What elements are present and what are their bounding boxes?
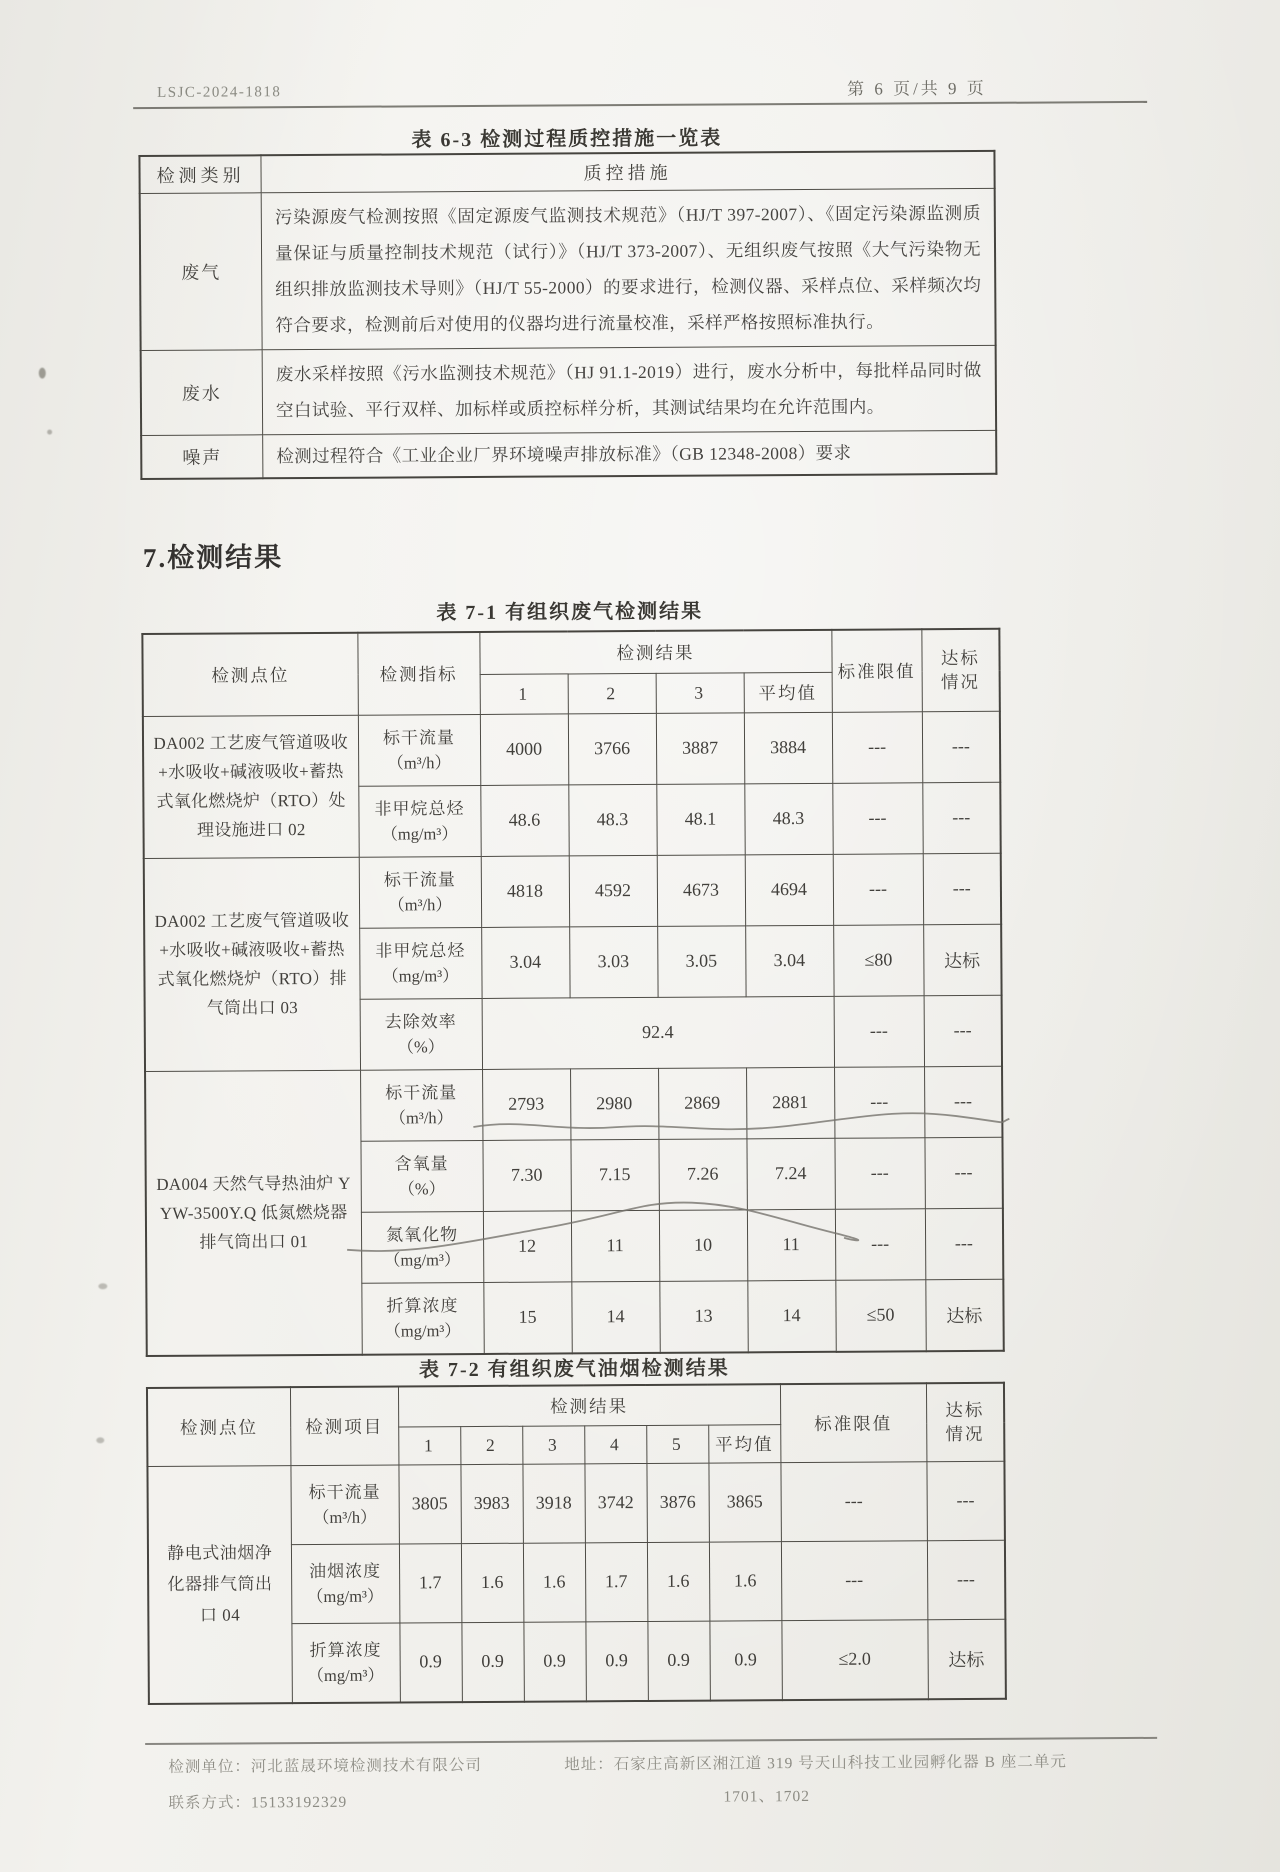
- result-value-cell: 1.6: [709, 1541, 781, 1620]
- indicator-cell: [360, 1069, 482, 1141]
- status-cell: ---: [923, 853, 1001, 924]
- status-cell: ---: [926, 1461, 1004, 1540]
- limit-cell: ---: [781, 1540, 927, 1620]
- result-value-cell: 2869: [658, 1067, 746, 1139]
- limit-cell: ---: [832, 711, 922, 783]
- address-line-1: 地址：石家庄高新区湘江道 319 号天山科技工业园孵化器 B 座二单元: [564, 1753, 1067, 1774]
- result-value-cell: 1.6: [461, 1543, 523, 1622]
- limit-cell: ---: [833, 853, 923, 925]
- status-header-label: 达标情况: [940, 648, 980, 693]
- status-cell: ---: [924, 995, 1002, 1066]
- table-row: [141, 430, 996, 479]
- result-value-cell: 1.6: [523, 1542, 585, 1621]
- result-value-cell: 4673: [657, 854, 745, 926]
- indicator-cell: [359, 856, 481, 928]
- indicator-unit: （m³/h）: [312, 1507, 377, 1527]
- result-value-cell: 3.04: [745, 925, 833, 997]
- monitoring-point-cell: DA002 工艺废气管道吸收+水吸收+碱液吸收+蓄热式氧化燃烧炉（RTO）处理设施进口 02: [143, 715, 359, 858]
- result-value-cell: 1.7: [585, 1542, 647, 1621]
- status-header: [926, 1383, 1004, 1461]
- indicator-unit: （%）: [398, 1178, 446, 1198]
- status-cell: ---: [922, 782, 1000, 853]
- indicator-cell: [361, 1211, 483, 1283]
- result-value-cell: 4592: [569, 855, 657, 927]
- point-header: 检测点位: [147, 1387, 290, 1466]
- qc-category-cell: 噪声: [141, 435, 263, 479]
- indicator-name: 非甲烷总烃: [374, 798, 465, 819]
- run-header: 3: [522, 1425, 584, 1463]
- status-cell: ---: [925, 1208, 1003, 1279]
- result-value-cell: 1.6: [647, 1542, 709, 1621]
- run-header: 3: [656, 672, 744, 713]
- header-divider: [133, 101, 1147, 109]
- run-header: 平均值: [744, 672, 832, 713]
- qc-measures-table: [138, 150, 997, 480]
- indicator-unit: （m³/h）: [388, 894, 452, 915]
- indicator-cell: [358, 714, 480, 786]
- run-header: 5: [646, 1425, 708, 1463]
- result-value-cell: 10: [659, 1209, 747, 1281]
- result-value-cell: 48.1: [656, 783, 744, 855]
- organized-exhaust-results-table: [141, 628, 1004, 1357]
- indicator-name: 氮氧化物: [385, 1224, 459, 1245]
- address-line-2: 1701、1702: [723, 1787, 811, 1806]
- result-value-cell: 0.9: [399, 1622, 461, 1702]
- result-value-cell: 0.9: [709, 1620, 781, 1700]
- result-value-cell: 3865: [708, 1462, 780, 1541]
- result-value-cell: 11: [747, 1209, 835, 1281]
- result-value-cell: 7.30: [482, 1139, 570, 1211]
- result-value-cell: 48.3: [568, 784, 656, 856]
- scan-speck: [47, 430, 52, 435]
- item-header: 检测项目: [290, 1386, 398, 1465]
- indicator-cell: [360, 1140, 482, 1212]
- run-header: 平均值: [708, 1424, 780, 1462]
- indicator-unit: （mg/m³）: [383, 1249, 461, 1270]
- report-number: LSJC-2024-1818: [157, 84, 282, 101]
- limit-cell: ---: [834, 1066, 924, 1138]
- limit-header: 标准限值: [831, 629, 921, 712]
- result-value-cell: 4000: [480, 713, 568, 785]
- indicator-cell: [291, 1543, 399, 1623]
- table-6-3-title: 表 6-3 检测过程质控措施一览表: [411, 127, 723, 152]
- qc-measures-cell: 检测过程符合《工业企业厂界环境噪声排放标准》（GB 12348-2008）要求: [263, 430, 997, 478]
- result-value-cell: 3805: [398, 1464, 460, 1543]
- indicator-unit: （mg/m³）: [307, 1665, 385, 1685]
- run-header: 2: [460, 1426, 522, 1464]
- status-cell: ---: [927, 1540, 1005, 1619]
- table-7-2-title: 表 7-2 有组织废气油烟检测结果: [418, 1357, 730, 1382]
- indicator-unit: （mg/m³）: [381, 823, 458, 844]
- status-cell: ---: [924, 1137, 1002, 1208]
- footer-divider: [145, 1737, 1157, 1745]
- merged-result-cell: 92.4: [482, 996, 834, 1069]
- indicator-name: 标干流量: [383, 869, 456, 890]
- monitoring-point-cell: 静电式油烟净化器排气筒出口 04: [147, 1465, 291, 1703]
- result-value-cell: 4818: [481, 855, 569, 927]
- oil-fume-results-table: [146, 1382, 1007, 1705]
- result-value-cell: 3918: [522, 1463, 584, 1542]
- indicator-cell: [358, 785, 480, 857]
- indicator-unit: （m³/h）: [389, 1107, 454, 1128]
- indicator-unit: （mg/m³）: [384, 1320, 461, 1341]
- result-value-cell: 3.03: [569, 926, 657, 998]
- qc-category-header: 检测类别: [139, 155, 261, 193]
- status-cell: 达标: [927, 1619, 1005, 1699]
- limit-cell: ≤2.0: [781, 1619, 927, 1699]
- result-value-cell: 0.9: [523, 1621, 585, 1701]
- indicator-name: 标干流量: [385, 1082, 458, 1103]
- result-value-cell: 7.24: [746, 1138, 834, 1210]
- contact-phone: 联系方式：15133192329: [168, 1793, 348, 1812]
- result-value-cell: 3.05: [657, 925, 745, 997]
- limit-cell: ---: [832, 782, 922, 854]
- table-row: [140, 188, 996, 350]
- status-cell: ---: [924, 1066, 1002, 1137]
- result-value-cell: 2881: [746, 1067, 834, 1139]
- results-header: 检测结果: [398, 1384, 780, 1426]
- table-row: [147, 1461, 1004, 1545]
- status-header: [921, 629, 999, 711]
- result-value-cell: 48.6: [480, 784, 568, 856]
- monitoring-point-cell: DA002 工艺废气管道吸收+水吸收+碱液吸收+蓄热式氧化燃烧炉（RTO）排气筒出口 03: [144, 857, 360, 1071]
- indicator-cell: [361, 1282, 483, 1354]
- limit-cell: ---: [780, 1461, 926, 1541]
- indicator-name: 标干流量: [382, 727, 456, 748]
- qc-measures-header: 质控措施: [261, 151, 995, 193]
- scan-speck: [39, 368, 46, 379]
- indicator-name: 非甲烷总烃: [375, 940, 466, 961]
- indicator-cell: [360, 998, 482, 1070]
- status-cell: 达标: [923, 924, 1001, 995]
- indicator-name: 含氧量: [394, 1153, 449, 1174]
- indicator-unit: （mg/m³）: [382, 965, 459, 986]
- table-row: [141, 345, 997, 435]
- run-header: 1: [398, 1426, 460, 1464]
- result-value-cell: 0.9: [461, 1622, 523, 1702]
- result-value-cell: 7.26: [658, 1138, 746, 1210]
- scan-speck: [98, 1283, 107, 1289]
- qc-category-cell: 废气: [140, 193, 262, 351]
- table-header-row: [147, 1383, 1004, 1428]
- page-indicator: 第 6 页/共 9 页: [846, 78, 987, 99]
- result-value-cell: 3884: [744, 712, 832, 784]
- result-value-cell: 3887: [656, 712, 744, 784]
- indicator-name: 标干流量: [308, 1482, 381, 1502]
- run-header: 2: [568, 673, 656, 714]
- indicator-cell: [291, 1622, 399, 1702]
- table-header-row: [139, 151, 994, 194]
- result-value-cell: 14: [747, 1280, 835, 1352]
- status-cell: ---: [922, 711, 1000, 782]
- limit-cell: ---: [834, 995, 924, 1067]
- table-row: [143, 711, 1000, 787]
- limit-cell: ≤80: [833, 924, 923, 996]
- result-value-cell: 48.3: [744, 783, 832, 855]
- result-value-cell: 3.04: [481, 926, 569, 998]
- indicator-name: 油烟浓度: [309, 1561, 382, 1581]
- table-row: [145, 1066, 1002, 1142]
- table-7-1-title: 表 7-1 有组织废气检测结果: [436, 600, 704, 625]
- indicator-header: 检测指标: [357, 632, 479, 715]
- run-header: 4: [584, 1425, 646, 1463]
- qc-measures-cell: 废水采样按照《污水监测技术规范》（HJ 91.1-2019）进行，废水分析中，每批样品同时做空白试验、平行双样、加标样或质控标样分析，其测试结果均在允许范围内。: [262, 345, 996, 434]
- monitoring-point-cell: DA004 天然气导热油炉 YYW-3500Y.Q 低氮燃烧器排气筒出口 01: [145, 1070, 362, 1356]
- limit-cell: ≤50: [835, 1279, 925, 1351]
- result-value-cell: 2980: [570, 1068, 658, 1140]
- result-value-cell: 12: [483, 1210, 571, 1282]
- results-header: 检测结果: [479, 630, 831, 674]
- section-heading: 7.检测结果: [142, 542, 284, 574]
- scan-speck: [96, 1437, 104, 1443]
- point-header: 检测点位: [142, 633, 357, 716]
- status-header-label: 达标情况: [945, 1400, 985, 1445]
- result-value-cell: 11: [571, 1210, 659, 1282]
- result-value-cell: 1.7: [399, 1543, 461, 1622]
- indicator-unit: （m³/h）: [387, 752, 452, 773]
- result-value-cell: 14: [571, 1281, 659, 1353]
- testing-unit: 检测单位：河北蓝晟环境检测技术有限公司: [168, 1756, 482, 1776]
- result-value-cell: 15: [483, 1281, 571, 1353]
- page-footer: [168, 1749, 1168, 1813]
- result-value-cell: 0.9: [647, 1621, 709, 1701]
- result-value-cell: 3742: [584, 1463, 646, 1542]
- qc-category-cell: 废水: [141, 350, 263, 436]
- result-value-cell: 13: [659, 1280, 747, 1352]
- limit-cell: ---: [834, 1137, 924, 1209]
- limit-cell: ---: [835, 1208, 925, 1280]
- result-value-cell: 7.15: [570, 1139, 658, 1211]
- result-value-cell: 4694: [745, 854, 833, 926]
- run-header: 1: [480, 673, 568, 714]
- table-row: [144, 853, 1001, 929]
- qc-measures-cell: 污染源废气检测按照《固定源废气监测技术规范》（HJ/T 397-2007）、《固定污染源监测质量保证与质量控制技术规范（试行）》（HJ/T 373-2007）、无组织废气按照《大气污染物无组织排放监测技术导则》（HJ/T 55-2000）的要求进行，检测仪器、采样点位、采样频次均符合要求，检测前后对使用的仪器均进行流量校准，采样严格按照标准执行。: [261, 188, 995, 349]
- indicator-unit: （%）: [397, 1036, 445, 1056]
- indicator-name: 折算浓度: [309, 1640, 382, 1660]
- indicator-cell: [359, 927, 481, 999]
- indicator-cell: [290, 1464, 398, 1544]
- result-value-cell: 2793: [482, 1068, 570, 1140]
- status-cell: 达标: [925, 1279, 1003, 1351]
- result-value-cell: 0.9: [585, 1621, 647, 1701]
- result-value-cell: 3876: [646, 1463, 708, 1542]
- indicator-unit: （mg/m³）: [306, 1586, 384, 1606]
- result-value-cell: 3766: [568, 713, 656, 785]
- result-value-cell: 3983: [460, 1464, 522, 1543]
- limit-header: 标准限值: [780, 1383, 926, 1462]
- table-header-row: [142, 629, 999, 676]
- indicator-name: 折算浓度: [386, 1295, 459, 1316]
- indicator-name: 去除效率: [384, 1011, 457, 1032]
